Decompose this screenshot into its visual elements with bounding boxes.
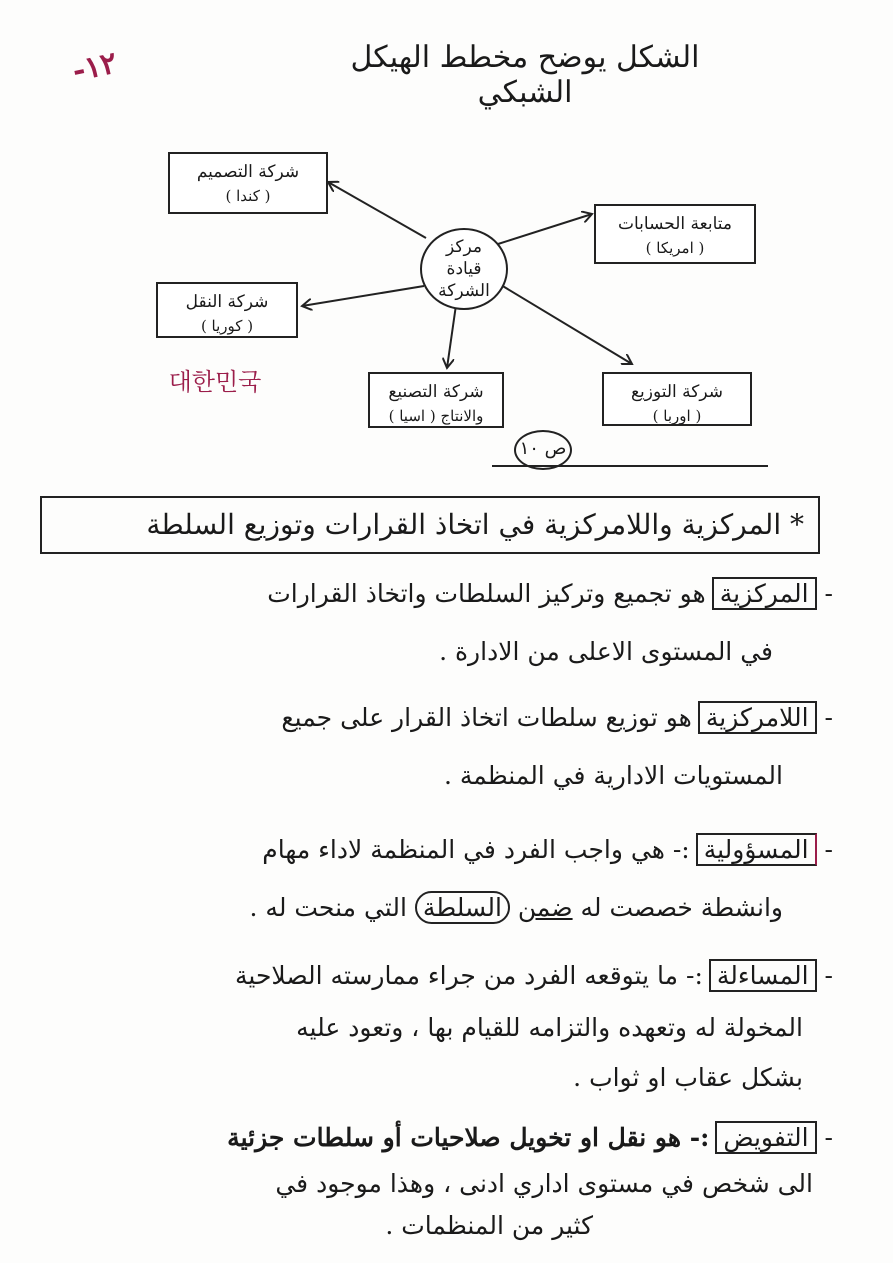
node-design	[168, 152, 328, 214]
responsibility-term: المسؤولية	[696, 833, 817, 866]
delegation-term: التفويض	[715, 1121, 816, 1154]
node-transport-line1: شركة النقل	[185, 292, 269, 312]
arrow-to-manufacturing	[447, 305, 456, 368]
section-heading: * المركزية واللامركزية في اتخاذ القرارات وتوزيع السلطة	[40, 496, 820, 554]
hub-node	[420, 228, 508, 310]
responsibility-text2-circled: السلطة	[415, 891, 510, 924]
decentralization-line2: المستويات الادارية في المنظمة .	[443, 761, 783, 790]
delegation-line3: كثير من المنظمات .	[385, 1211, 593, 1240]
arrow-to-design	[328, 182, 426, 238]
circled-page-ref: ص ١٠	[514, 430, 572, 470]
hub-line1: مركز	[446, 237, 482, 257]
node-distribution	[602, 372, 752, 426]
node-accounting-line2: ( امريكا )	[645, 239, 705, 257]
node-transport	[156, 282, 298, 338]
delegation-line2: الى شخص في مستوى اداري ادنى ، وهذا موجود في	[275, 1169, 813, 1198]
node-manufacturing-line1: شركة التصنيع	[388, 382, 484, 402]
node-transport-line2: ( كوريا )	[200, 317, 254, 335]
responsibility-text2-end: التي منحت له .	[249, 893, 407, 922]
node-design-line1: شركة التصميم	[196, 162, 300, 182]
node-manufacturing-line2: والانتاج ( اسيا )	[388, 407, 484, 425]
arrow-to-transport	[302, 286, 424, 306]
centralization-term: المركزية	[712, 577, 817, 610]
responsibility-text1: :- هي واجب الفرد في المنظمة لاداء مهام	[262, 835, 690, 864]
node-distribution-line1: شركة التوزيع	[630, 382, 724, 402]
arrow-to-accounting	[498, 214, 592, 244]
accountability-line1: - المساءلة:- ما يتوقعه الفرد من جراء ممارسته الصلاحية	[235, 961, 833, 990]
centralization-text1: هو تجميع وتركيز السلطات واتخاذ القرارات	[267, 579, 706, 608]
accountability-line2: المخولة له وتعهده والتزامه للقيام بها ، وتعود عليه	[296, 1013, 803, 1042]
centralization-line2: في المستوى الاعلى من الادارة .	[439, 637, 773, 666]
decentralization-text1: هو توزيع سلطات اتخاذ القرار على جميع	[281, 703, 692, 732]
accountability-text1: :- ما يتوقعه الفرد من جراء ممارسته الصلاحية	[235, 961, 703, 990]
responsibility-line1: - المسؤولية:- هي واجب الفرد في المنظمة لاداء مهام	[262, 835, 833, 864]
delegation-text1: :- هو نقل او تخويل صلاحيات أو سلطات جزئية	[227, 1123, 710, 1152]
node-accounting	[594, 204, 756, 264]
node-design-line2: ( كندا )	[225, 187, 271, 205]
arrow-to-distribution	[496, 282, 632, 364]
hub-line2: قيادة الشركة	[438, 259, 490, 301]
responsibility-text2-underlined: ضمن	[517, 893, 573, 922]
node-manufacturing	[368, 372, 504, 428]
decentralization-line1: - اللامركزيةهو توزيع سلطات اتخاذ القرار على جميع	[281, 703, 833, 732]
decentralization-term: اللامركزية	[698, 701, 817, 734]
centralization-line1: - المركزيةهو تجميع وتركيز السلطات واتخاذ القرارات	[267, 579, 833, 608]
accountability-term: المساءلة	[709, 959, 817, 992]
page-title: الشكل يوضح مخطط الهيكل الشبكي	[350, 40, 700, 110]
korean-annotation: 대한민국	[168, 368, 262, 396]
responsibility-line2	[0, 888, 783, 928]
node-distribution-line2: ( اوربا )	[652, 407, 702, 425]
delegation-line1: - التفويض:- هو نقل او تخويل صلاحيات أو سلطات جزئية	[227, 1123, 833, 1152]
page-number: -١٢	[69, 45, 121, 89]
accountability-line3: بشكل عقاب او ثواب .	[573, 1063, 803, 1092]
node-accounting-line1: متابعة الحسابات	[617, 214, 732, 234]
responsibility-text2-start: وانشطة خصصت له	[580, 893, 783, 922]
